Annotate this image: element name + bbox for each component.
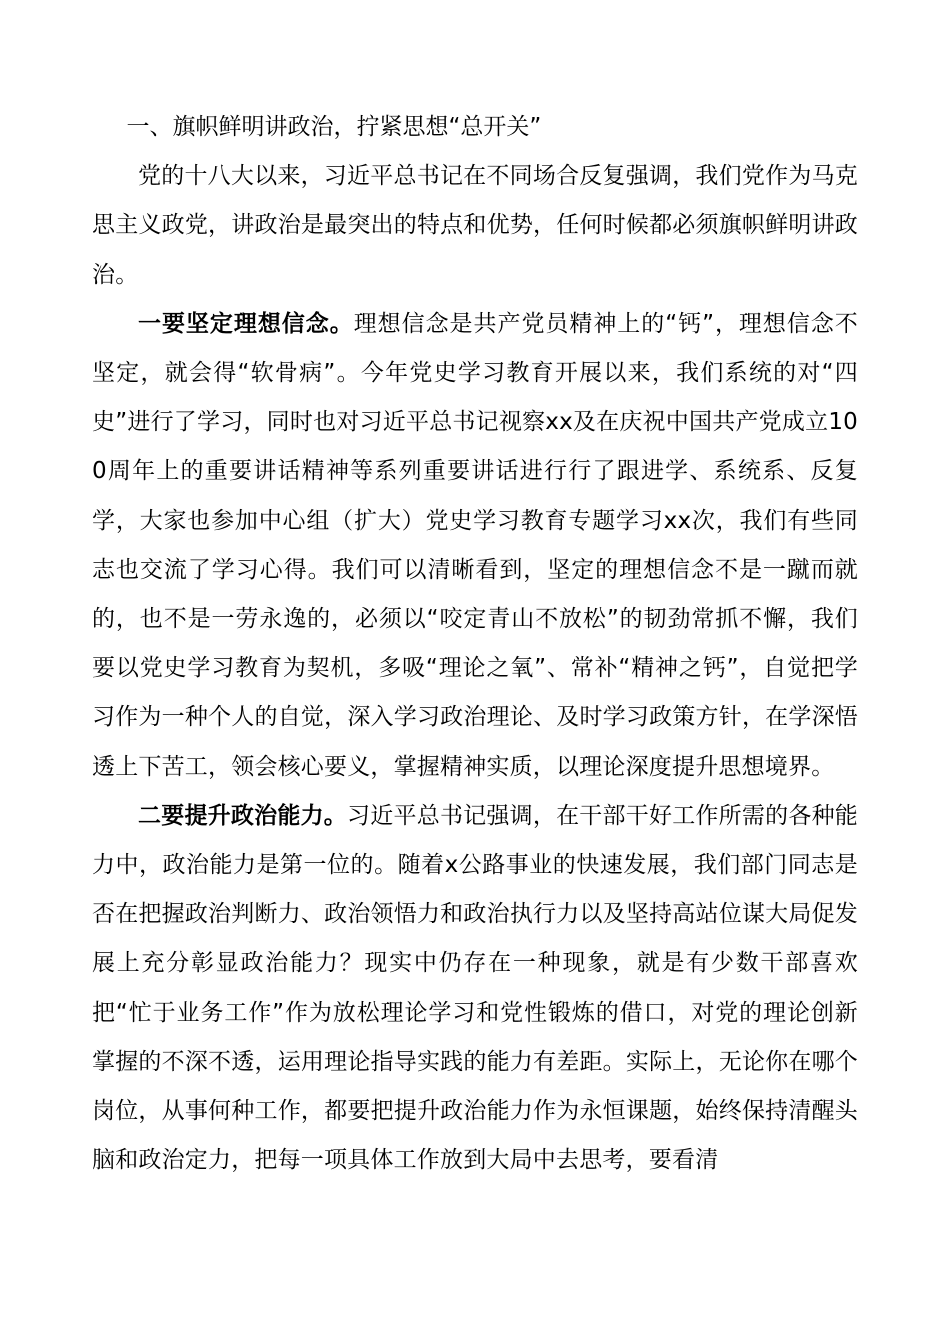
point-one-body: 理想信念是共产党员精神上的“钙”，理想信念不坚定，就会得“软骨病”。今年党史学习教育开展以来，我们系统的对“四史”进行了学习，同时也对习近平总书记视察xx及在庆祝中国共产党成立100周年上的重要讲话精神等系列重要讲话进行行了跟进学、系统系、反复学，大家也参加中心组（扩大）党史学习教育专题学习xx次，我们有些同志也交流了学习心得。我们可以清晰看到，坚定的理想信念不是一蹴而就的，也不是一劳永逸的，必须以“咬定青山不放松”的韧劲常抓不懈，我们要以党史学习教育为契机，多吸“理论之氧”、常补“精神之钙”，自觉把学习作为一种个人的自觉，深入学习政治理论、及时学习政策方针，在学深悟透上下苦工，领会核心要义，掌握精神实质，以理论深度提升思想境界。 xyxy=(92,310,858,780)
point-two-body: 习近平总书记强调，在干部干好工作所需的各种能力中，政治能力是第一位的。随着x公路事业的快速发展，我们部门同志是否在把握政治判断力、政治领悟力和政治执行力以及坚持高站位谋大局促发展上充分彰显政治能力？现实中仍存在一种现象，就是有少数干部喜欢把“忙于业务工作”作为放松理论学习和党性锻炼的借口，对党的理论创新掌握的不深不透，运用理论指导实践的能力有差距。实际上，无论你在哪个岗位，从事何种工作，都要把提升政治能力作为永恒课题，始终保持清醒头脑和政治定力，把每一项具体工作放到大局中去思考，要看清 xyxy=(92,802,858,1174)
document-body xyxy=(92,103,858,1185)
point-one-lead: 一要坚定理想信念。 xyxy=(138,310,354,337)
point-one-paragraph xyxy=(92,300,858,792)
point-two-lead: 二要提升政治能力。 xyxy=(138,802,348,829)
intro-paragraph: 党的十八大以来，习近平总书记在不同场合反复强调，我们党作为马克思主义政党，讲政治是最突出的特点和优势，任何时候都必须旗帜鲜明讲政治。 xyxy=(92,163,858,288)
point-two-paragraph xyxy=(92,792,858,1186)
section-heading: 一、旗帜鲜明讲政治，拧紧思想“总开关” xyxy=(126,114,542,140)
